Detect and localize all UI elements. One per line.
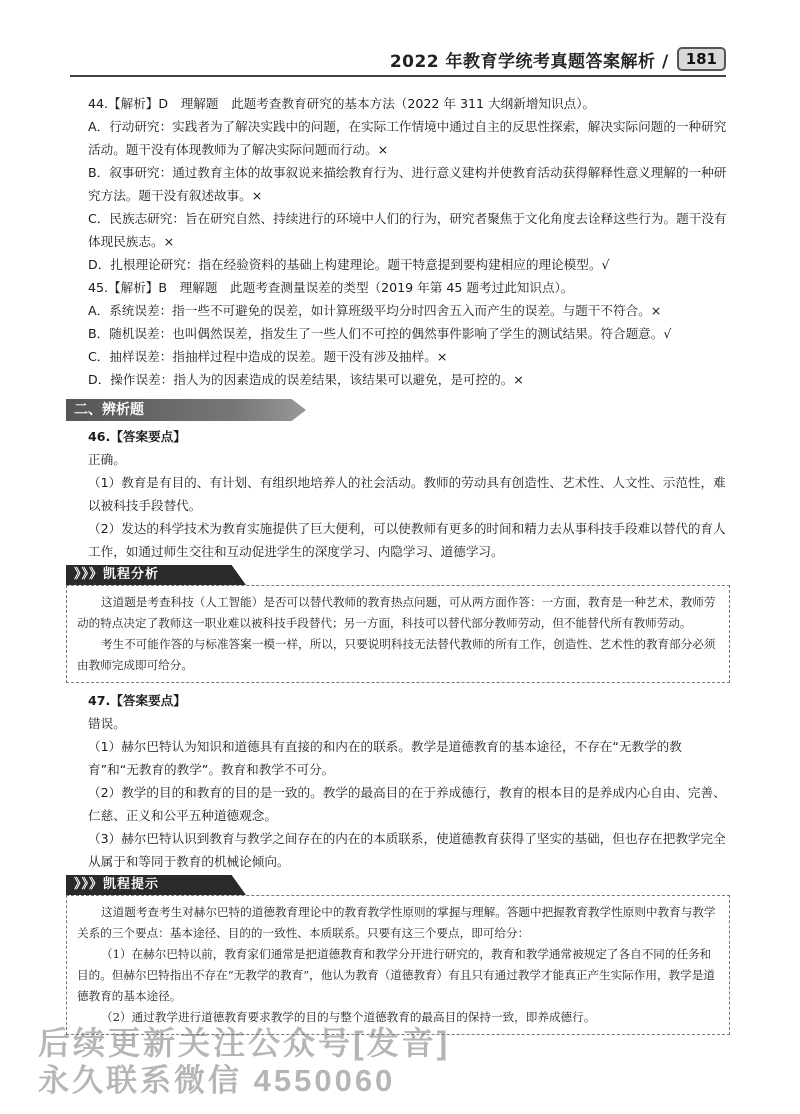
q44-option-a: A．行动研究：实践者为了解决实践中的问题，在实际工作情境中通过自主的反思性探索，解决实际问题的一种研究活动。题干没有体现教师为了解决实际问题而行动。×	[88, 119, 727, 157]
q46-tip-box	[66, 585, 730, 683]
q46-tip-para-1: 这道题是考查科技（人工智能）是否可以替代教师的教育热点问题，可从两方面作答：一方面，教育是一种艺术，教师劳动的特点决定了教师这一职业难以被科技手段替代；另一方面，科技可以替代部分教师劳动，但不能替代所有教师劳动。	[77, 595, 716, 630]
q44-option-b: B．叙事研究：通过教育主体的故事叙说来描绘教育行为、进行意义建构并使教育活动获得解释性意义理解的一种研究方法。题干没有叙述故事。×	[88, 165, 727, 203]
q45-option-b: B．随机误差：也叫偶然误差，指发生了一些人们不可控的偶然事件影响了学生的测试结果。符合题意。√	[88, 326, 672, 341]
q46-verdict: 正确。	[88, 452, 126, 467]
q46-tip-para-2: 考生不可能作答的与标准答案一模一样，所以，只要说明科技无法替代教师的所有工作，创造性、艺术性的教育部分必须由教师完成即可给分。	[77, 637, 716, 672]
q46-heading: 46.【答案要点】	[88, 429, 186, 444]
q47-verdict: 错误。	[88, 716, 126, 731]
q47-tip-label: 》》》凯程提示	[74, 877, 160, 892]
q45-option-a: A．系统误差：指一些不可避免的误差，如计算班级平均分时四舍五入而产生的误差。与题干不符合。×	[88, 303, 662, 318]
watermark-line-2: 永久联系微信 4550060	[38, 1063, 396, 1098]
q47-tip-para-1: 这道题考查考生对赫尔巴特的道德教育理论中的教育教学性原则的掌握与理解。答题中把握教育教学性原则中教育与教学关系的三个要点：基本途径、目的的一致性、本质联系。只要有这三个要点，即可给分：	[77, 905, 716, 940]
q44-option-c: C．民族志研究：旨在研究自然、持续进行的环境中人们的行为，研究者聚焦于文化角度去诠释这些行为。题干没有体现民族志。×	[88, 211, 727, 249]
q45-heading: 45.【解析】B 理解题 此题考查测量误差的类型（2019 年第 45 题考过此知识点）。	[88, 280, 574, 295]
q46-tip-label: 》》》凯程分析	[74, 567, 160, 582]
q47-point-2: （2）教学的目的和教育的目的是一致的。教学的最高目的在于养成德行，教育的根本目的是养成内心自由、完善、仁慈、正义和公平五种道德观念。	[88, 785, 726, 823]
q47-point-3: （3）赫尔巴特认识到教育与教学之间存在的内在的本质联系，使道德教育获得了坚实的基础，但也存在把教学完全从属于和等同于教育的机械论倾向。	[88, 831, 726, 869]
q44-option-d: D．扎根理论研究：指在经验资料的基础上构建理论。题干特意提到要构建相应的理论模型。√	[88, 257, 610, 272]
q47-tip-box	[66, 895, 730, 1035]
q47-heading: 47.【答案要点】	[88, 693, 186, 708]
q44-heading: 44.【解析】D 理解题 此题考查教育研究的基本方法（2022 年 311 大纲新增知识点）。	[88, 96, 596, 111]
page-content	[74, 92, 728, 1041]
header-divider	[70, 75, 726, 77]
q47-tip-para-2: （1）在赫尔巴特以前，教育家们通常是把道德教育和教学分开进行研究的，教育和教学通常被规定了各自不同的任务和目的。但赫尔巴特指出不存在“无教学的教育”，他认为教育（道德教育）有且只有通过教学才能真正产生实际作用，教学是道德教育的基本途径。	[77, 947, 715, 1003]
q46-point-2: （2）发达的科学技术为教育实施提供了巨大便利，可以使教师有更多的时间和精力去从事科技手段难以替代的育人工作，如通过师生交往和互动促进学生的深度学习、内隐学习、道德学习。	[88, 521, 726, 559]
section-banner	[66, 399, 306, 421]
q47-tip-tab	[66, 875, 246, 895]
q45-option-d: D．操作误差：指人为的因素造成的误差结果，该结果可以避免，是可控的。×	[88, 372, 524, 387]
q46-point-1: （1）教育是有目的、有计划、有组织地培养人的社会活动。教师的劳动具有创造性、艺术性、人文性、示范性，难以被科技手段替代。	[88, 475, 726, 513]
q47-tip-para-3: （2）通过教学进行道德教育要求教学的目的与整个道德教育的最高目的保持一致，即养成德行。	[101, 1010, 596, 1024]
q47-point-1: （1）赫尔巴特认为知识和道德具有直接的和内在的联系。教学是道德教育的基本途径，不存在“无教学的教育”和“无教育的教学”。教育和教学不可分。	[88, 739, 682, 777]
header-title: 2022 年教育学统考真题答案解析 /	[389, 51, 669, 72]
running-header	[390, 46, 726, 72]
watermark-line-1: 后续更新关注公众号[发音]	[38, 1025, 451, 1061]
page-number: 181	[677, 47, 726, 71]
q46-tip-tab	[66, 565, 246, 585]
section-label: 二、辨析题	[74, 402, 144, 418]
q45-option-c: C．抽样误差：指抽样过程中造成的误差。题干没有涉及抽样。×	[88, 349, 448, 364]
